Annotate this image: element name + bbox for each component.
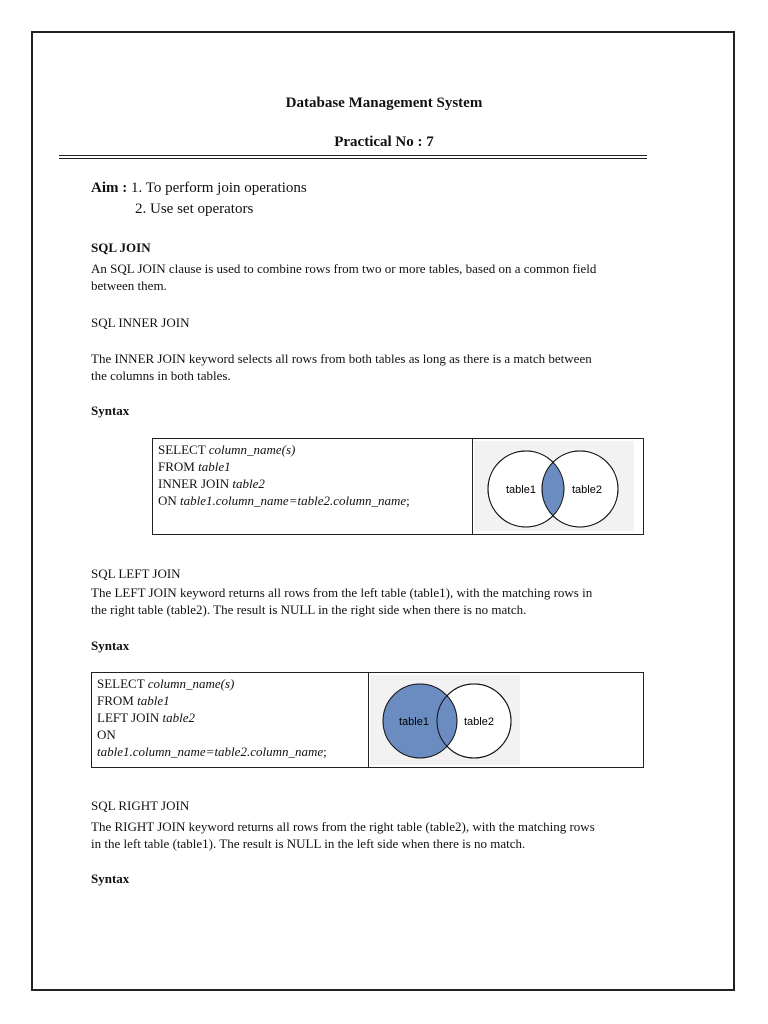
right-join-line-2: in the left table (table1). The result is NULL in the left side when there is no match. (91, 836, 526, 851)
inner-join-code-box (152, 438, 473, 535)
code-terminator: ; (323, 744, 327, 759)
right-join-syntax-label: Syntax (91, 871, 130, 886)
code-keyword: FROM (97, 693, 138, 708)
venn-label-left: table1 (506, 484, 536, 496)
inner-join-diagram-box (472, 438, 644, 535)
right-join-line-1: The RIGHT JOIN keyword returns all rows from the right table (table2), with the matching rows (91, 819, 595, 834)
code-keyword: ON (158, 493, 181, 508)
code-keyword: INNER JOIN (158, 476, 233, 491)
left-join-code-box (91, 672, 369, 768)
inner-join-heading: SQL INNER JOIN (91, 315, 190, 330)
inner-join-line-1: The INNER JOIN keyword selects all rows from both tables as long as there is a match between (91, 351, 592, 366)
sql-join-heading: SQL JOIN (91, 240, 151, 255)
sql-join-line-2: between them. (91, 278, 167, 293)
aim-label: Aim : (91, 180, 128, 196)
code-keyword: LEFT JOIN (97, 710, 163, 725)
header-rule-bottom (59, 158, 647, 159)
header-rule-top (59, 155, 647, 156)
left-join-diagram-box (368, 672, 644, 768)
aim-item-1: 1. To perform join operations (131, 180, 307, 196)
inner-join-line-2: the columns in both tables. (91, 368, 231, 383)
code-keyword: SELECT (158, 442, 209, 457)
document-title: Database Management System (285, 95, 483, 111)
left-join-venn-diagram (368, 673, 643, 767)
left-join-syntax-label: Syntax (91, 638, 130, 653)
code-keyword: ON (97, 727, 116, 742)
code-identifier: column_name(s) (147, 676, 235, 691)
venn-label-right: table2 (572, 484, 602, 496)
code-keyword: SELECT (97, 676, 148, 691)
code-identifier: table1 (198, 459, 231, 474)
code-identifier: table1.column_name=table2.column_name (180, 493, 407, 508)
practical-number: Practical No : 7 (334, 134, 434, 150)
code-identifier: table2 (232, 476, 265, 491)
inner-join-syntax-label: Syntax (91, 403, 130, 418)
left-join-line-1: The LEFT JOIN keyword returns all rows from the left table (table1), with the matching rows in (91, 585, 593, 600)
code-identifier: column_name(s) (208, 442, 296, 457)
code-identifier: table1.column_name=table2.column_name (97, 744, 324, 759)
sql-join-line-1: An SQL JOIN clause is used to combine rows from two or more tables, based on a common field (91, 261, 597, 276)
code-terminator: ; (406, 493, 410, 508)
code-identifier: table2 (162, 710, 195, 725)
aim-line-1 (91, 180, 307, 197)
venn-label-right: table2 (464, 716, 494, 728)
aim-item-2: 2. Use set operators (135, 201, 254, 217)
venn-label-left: table1 (399, 716, 429, 728)
code-identifier: table1 (137, 693, 170, 708)
inner-join-venn-diagram (472, 439, 643, 534)
right-join-heading: SQL RIGHT JOIN (91, 798, 190, 813)
left-join-heading: SQL LEFT JOIN (91, 566, 181, 581)
left-join-line-2: the right table (table2). The result is NULL in the right side when there is no match. (91, 602, 527, 617)
code-keyword: FROM (158, 459, 199, 474)
